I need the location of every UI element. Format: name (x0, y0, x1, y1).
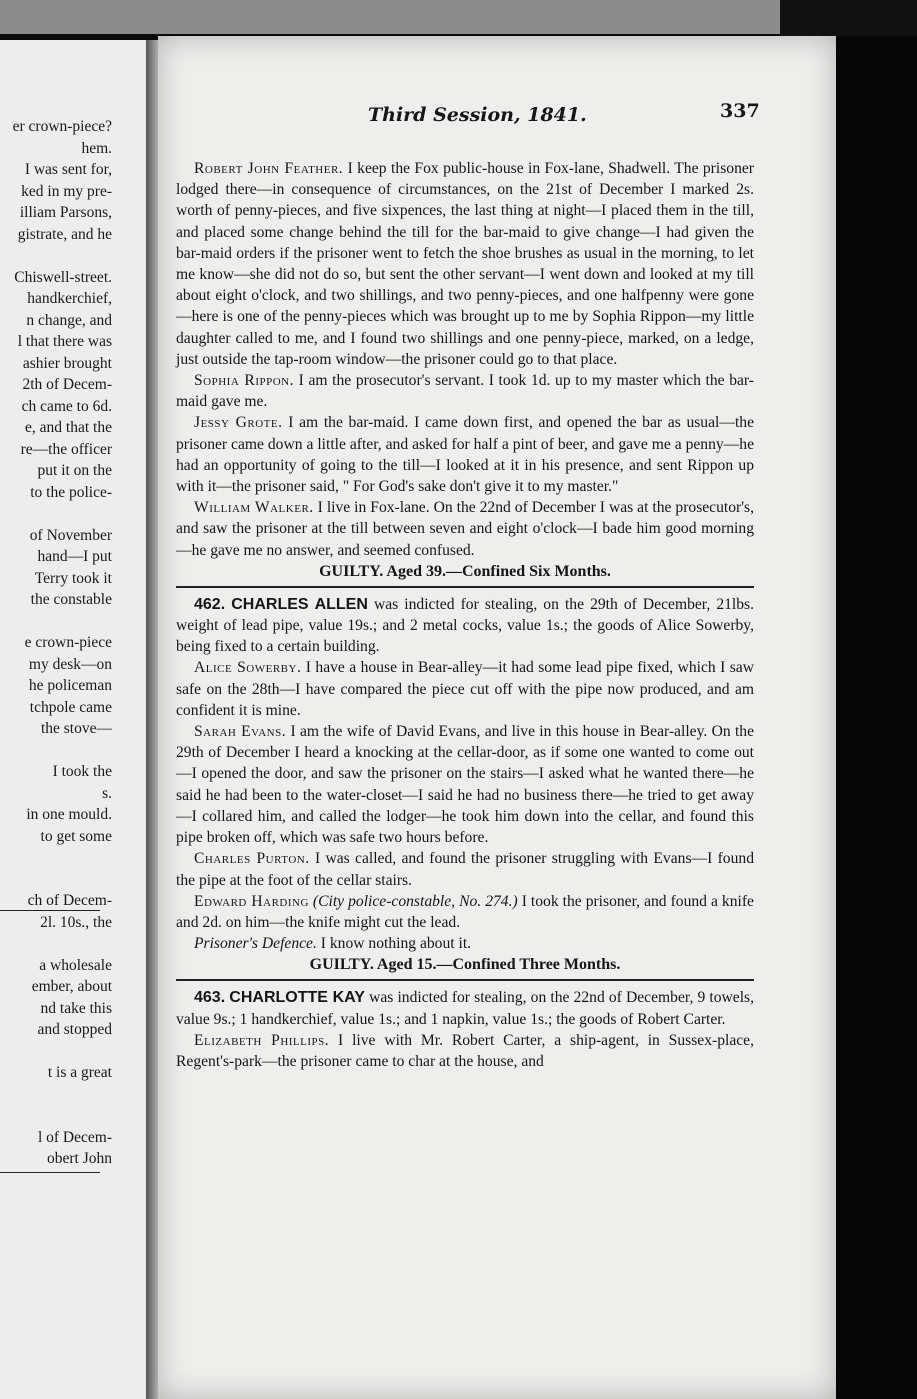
left-page-line: hem. (81, 139, 112, 157)
left-page-line: of November (29, 526, 112, 544)
testimony-text: I have a house in Bear-alley—it had some lead pipe fixed, which I saw safe on the 28th—I have compared the piece cut off with the pipe now produced, and am confident it is mine. (176, 659, 754, 719)
left-page-line: t is a great (47, 1064, 112, 1081)
case-heading (176, 987, 754, 1029)
witness-name: Sophia Rippon. (194, 372, 295, 390)
left-page-line: nd take this (40, 999, 112, 1017)
scan-right-edge (836, 36, 917, 1399)
left-page-line: l that there was (17, 333, 112, 350)
testimony-paragraph (176, 158, 754, 370)
testimony-text: I took the prisoner, and found a knife and 2d. on him—the knife might cut the lead. (176, 892, 754, 931)
left-page-divider (0, 1172, 100, 1173)
left-page-line: to get some (40, 827, 112, 845)
left-page-line: to the police- (30, 483, 112, 501)
case-number: 463. (194, 989, 226, 1007)
page-body (176, 158, 754, 1072)
case-divider (176, 979, 754, 981)
indictment-text: was indicted for stealing, on the 22nd of December, 9 towels, value 9s.; 1 handkerchief, value 1s.; and 1 napkin, value 1s.; the goods of Robert Carter. (176, 989, 755, 1028)
defence-text: I know nothing about it. (320, 935, 472, 953)
facing-page-left (0, 40, 149, 1399)
left-page-line: n change, and (26, 311, 112, 329)
case-number: 462. (194, 595, 226, 613)
left-page-line: obert John (46, 1150, 112, 1167)
witness-name: Jessy Grote. (194, 414, 283, 432)
case-heading (176, 594, 754, 658)
left-page-line: s. (102, 784, 112, 802)
testimony-paragraph (176, 848, 754, 890)
left-page-line: l of Decem- (37, 1128, 112, 1146)
indictment-text: was indicted for stealing, on the 29th of December, 21lbs. weight of lead pipe, value 19s.; and 2 metal cocks, value 1s.; the goods of Alice Sowerby, being fixed to a certain building. (176, 595, 755, 656)
witness-name: Edward Harding (194, 892, 309, 910)
left-page-line: ashier brought (22, 354, 112, 372)
defence-paragraph (176, 933, 754, 954)
left-page-line: ember, about (31, 978, 112, 995)
left-page-line: and stopped (37, 1021, 112, 1038)
testimony-text: I keep the Fox public-house in Fox-lane, Shadwell. The prisoner lodged there—in consequence of circumstances, on the 21st of December I marked 2s. worth of penny-pieces, and five sixpences, the last thing at night—I placed them in the till, and placed some change behind the till for the bar-maid to give change—I had given the bar-maid orders if the prisoner went to fetch the shoe brushes as usual in the morning, to let me know—she did not do so, but sent the other servant—I went down and looked at my till about eight o'clock, and two shillings, and two penny-pieces, and one halfpenny were gone—here is one of the penny-pieces which was brought up to me by Sophia Rippon—my little daughter called to me, and I found two shillings and one penny-piece, marked, on a ledge, just outside the tap-room window—the prisoner could go to that place. (176, 160, 754, 368)
testimony-text: I am the prosecutor's servant. I took 1d. up to my master which the bar-maid gave me. (176, 372, 754, 411)
defendant-name: CHARLOTTE KAY (229, 989, 365, 1007)
scan-dark-corner (780, 0, 917, 40)
witness-name: Charles Purton. (194, 850, 310, 868)
left-page-line: the constable (30, 591, 112, 608)
testimony-paragraph (176, 497, 754, 561)
witness-name: Alice Sowerby. (194, 659, 302, 677)
defendant-name: CHARLES ALLEN (231, 595, 368, 613)
verdict: GUILTY. Aged 15.—Confined Three Months. (309, 956, 621, 974)
case-divider (176, 586, 754, 588)
testimony-paragraph (176, 891, 754, 933)
left-page-line: 2l. 10s., the (40, 913, 112, 931)
testimony-text: I live in Fox-lane. On the 22nd of December I was at the prosecutor's, and saw the prisoner at the till between seven and eight o'clock—I bade him good morning—he gave me no answer, and seemed confused. (176, 499, 754, 559)
witness-name: Sarah Evans. (194, 723, 287, 741)
testimony-paragraph (176, 1030, 754, 1072)
left-page-line: e, and that the (25, 419, 112, 436)
left-page-line: I was sent for, (24, 161, 112, 178)
left-page-line: ch came to 6d. (21, 397, 112, 415)
witness-name: William Walker. (194, 499, 314, 517)
testimony-paragraph (176, 412, 754, 497)
verdict: GUILTY. Aged 39.—Confined Six Months. (319, 562, 611, 580)
testimony-text: I live with Mr. Robert Carter, a ship-agent, in Sussex-place, Regent's-park—the prisoner came to char at the house, and (176, 1031, 754, 1070)
left-page-line: ch of Decem- (27, 892, 112, 909)
left-page-line: re—the officer (20, 440, 112, 458)
testimony-text: I am the bar-maid. I came down first, and opened the bar as usual—the prisoner came down a little after, and asked for half a pint of beer, and gave me a penny—he had an opportunity of going to the till—I looked at it in his presence, and sent Rippon up with it—the prisoner said, " For God's sake don't give it to my master." (176, 414, 755, 496)
left-page-line: hand—I put (37, 548, 112, 565)
left-page-divider (0, 910, 100, 911)
left-page-line: a wholesale (39, 956, 112, 974)
witness-role: (City police-constable, No. 274.) (312, 892, 518, 910)
left-page-line: er crown-piece? (12, 118, 112, 135)
left-page-line: Terry took it (34, 569, 112, 587)
left-page-line: Chiswell-street. (14, 268, 112, 286)
witness-name: Elizabeth Phillips. (194, 1031, 330, 1049)
left-page-line: gistrate, and he (17, 225, 112, 243)
left-page-line: I took the (52, 763, 112, 780)
witness-name: Robert John Feather. (194, 160, 344, 177)
testimony-paragraph (176, 657, 754, 721)
left-page-line: illiam Parsons, (19, 204, 112, 221)
running-header: Third Session, 1841. (368, 104, 587, 126)
left-page-line: the stove— (40, 720, 112, 737)
left-page-line: put it on the (37, 462, 112, 479)
testimony-text: I am the wife of David Evans, and live in this house in Bear-alley. On the 29th of December I heard a knocking at the cellar-door, as if some one wanted to come out—I opened the door, and saw the prisoner on the stairs—I asked what he wanted there—he said he had been to the water-closet—I said he had no business there—he tried to get away—I collared him, and called the lodger—he took him down into the cellar, and found this pipe broken off, which was safe two hours before. (176, 723, 754, 847)
testimony-paragraph (176, 370, 754, 412)
left-page-line: handkerchief, (27, 290, 112, 307)
left-page-line: ked in my pre- (21, 182, 112, 200)
left-page-line: he policeman (28, 677, 112, 694)
left-page-line: tchpole came (29, 698, 112, 716)
defence-label: Prisoner's Defence. (194, 935, 317, 953)
left-page-line: 2th of Decem- (22, 376, 112, 393)
left-page-line: in one mould. (26, 806, 112, 823)
testimony-paragraph (176, 721, 754, 848)
page-number: 337 (720, 100, 760, 122)
left-page-line: e crown-piece (24, 634, 112, 651)
left-page-line: my desk—on (28, 655, 112, 673)
testimony-text: I was called, and found the prisoner struggling with Evans—I found the pipe at the foot of the cellar stairs. (176, 850, 754, 889)
